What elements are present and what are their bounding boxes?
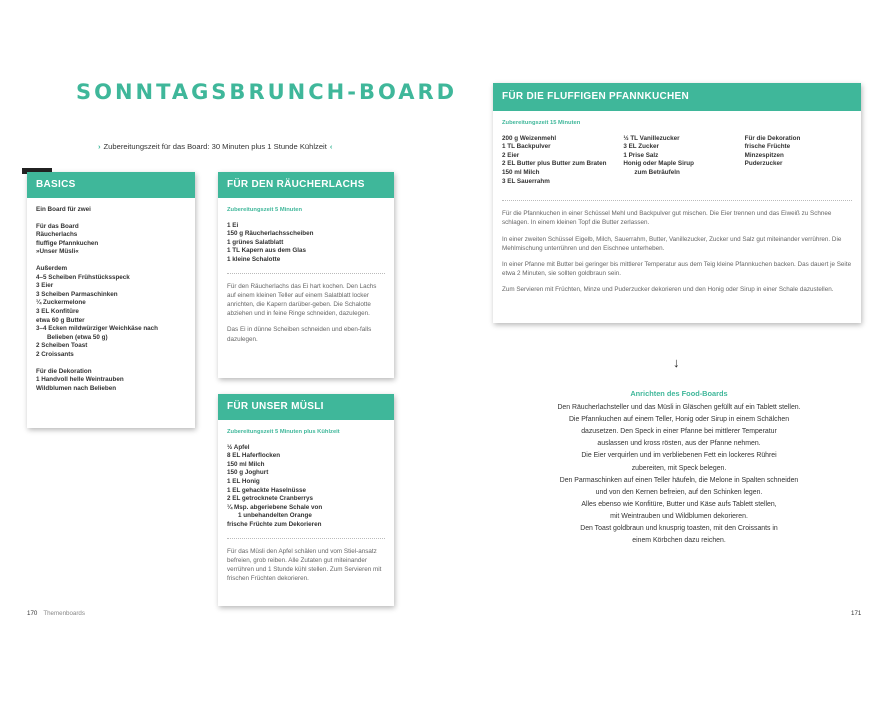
arrange-line: mit Weintrauben und Wildblumen dekorieren. [610,512,748,520]
arrange-line: auslassen und kross rösten, aus der Pfanne nehmen. [597,440,761,448]
pancakes-header: FÜR DIE FLUFFIGEN PFANNKUCHEN [493,83,861,111]
ingredient-line: ¼ Zuckermelone [36,299,86,307]
pancakes-steps [502,209,852,294]
ingredient-line: ½ Apfel [227,443,250,451]
ingredient-line: 1 EL gehackte Haselnüsse [227,486,306,494]
ingredient-line: 3 EL Sauerrahm [502,177,550,185]
ingredient-line: Außerdem [36,264,68,272]
step-paragraph: Für die Pfannkuchen in einer Schüssel Mehl und Backpulver gut mischen. Die Eier trennen und das Eiweiß zu Schnee schlagen. In einem kleinen Topf die Butter zerlassen. [502,210,832,227]
step-paragraph: Das Ei in dünne Scheiben schneiden und eben-falls dazulegen. [227,326,372,343]
ingredient-line: »Unser Müsli« [36,248,79,256]
ingredient-line: 1 kleine Schalotte [227,255,281,263]
divider [227,538,385,539]
pancakes-card [493,83,861,323]
arrange-line: dazusetzen. Den Speck in einer Pfanne bei mittlerer Temperatur [581,428,777,436]
step-paragraph: Für das Müsli den Apfel schälen und vom Stiel-ansatz befreien, grob reiben. Alle Zutaten gut miteinander verrühren und 1 Stunde kühl stellen. Zum Servieren mit frischen Früchten dekorieren. [227,547,382,583]
muesli-steps [227,547,385,584]
ingredient-line: 3 EL Zucker [623,143,659,151]
ingredient-line: 1 Ei [227,221,239,229]
ingredient-line: 1 Handvoll helle Weintrauben [36,376,124,384]
ingredient-line: Für die Dekoration [36,367,92,375]
arrange-section [531,388,827,547]
page-number: 171 [851,610,862,617]
ingredient-line: Belieben (etwa 50 g) [47,333,108,341]
ingredient-line: 2 EL Butter plus Butter zum Braten [502,160,607,168]
step-paragraph: In einer zweiten Schüssel Eigelb, Milch, Sauerrahm, Butter, Vanillezucker, Zucker und Salz gut miteinander verrühren. Die Mehlmischung unterrühren und den Eischnee unterheben. [502,235,842,252]
ingredient-line: Ein Board für zwei [36,206,91,213]
arrange-line: Die Pfannkuchen auf einem Teller, Honig oder Sirup in einem Schälchen [568,416,790,424]
ingredient-line: 1 Prise Salz [623,151,659,159]
board-prep-text: Zubereitungszeit für das Board: 30 Minuten plus 1 Stunde Kühlzeit [103,142,327,151]
ingredient-line: Wildblumen nach Belieben [36,384,117,392]
chevron-right-icon: › [98,142,101,151]
ingredient-line: 1 TL Kapern aus dem Glas [227,247,306,255]
folio-right [851,610,861,617]
ingredient-line: 2 EL getrocknete Cranberrys [227,495,313,503]
ingredient-line: 4–5 Scheiben Frühstücksspeck [36,273,130,281]
page-title: SONNTAGSBRUNCH-BOARD [76,80,458,104]
pancakes-prep: Zubereitungszeit 15 Minuten [502,120,581,126]
step-paragraph: Zum Servieren mit Früchten, Minze und Puderzucker dekorieren und den Honig oder Sirup in einer Schale dazustellen. [502,286,834,294]
step-paragraph: Für den Räucherlachs das Ei hart kochen. Den Lachs auf einem kleinen Teller auf einem Salatblatt locker anrichten, die Kapern darüber-geben. Die Schalotte abziehen und in feine Ringe schneiden, dazulegen. [227,282,377,318]
lachs-header: FÜR DEN RÄUCHERLACHS [218,172,394,198]
ingredient-line: 3 Eier [36,282,54,290]
basics-header: BASICS [27,172,195,198]
ingredient-line: 3 Scheiben Parmaschinken [36,290,118,298]
arrange-line: zubereiten, mit Speck belegen. [631,464,727,472]
muesli-card [218,394,394,606]
ingredient-line: 1 EL Honig [227,477,260,485]
lachs-card [218,172,394,378]
ingredient-line: 3–4 Ecken mildwürziger Weichkäse nach [36,325,159,333]
arrange-line: und von den Kernen befreien, auf den Schinken legen. [595,488,763,496]
arrange-line: einem Körbchen dazu reichen. [632,537,726,545]
ingredient-line: 150 ml Milch [227,460,265,468]
ingredient-line: 150 g Joghurt [227,469,269,477]
pancakes-ingredients [502,135,852,187]
ingredient-line: 1 grünes Salatblatt [227,238,284,246]
basics-ingredients [27,198,195,401]
ingredient-line: 1 TL Backpulver [502,143,551,151]
ingredient-line: etwa 60 g Butter [36,316,85,324]
ingredient-line: Für das Board [36,222,79,230]
ingredient-line: Puderzucker [744,160,783,168]
step-paragraph: In einer Pfanne mit Butter bei geringer bis mittlerer Temperatur aus dem Teig kleine Pfannkuchen backen. Das dauert je Seite etwa 2 Minuten, sie sollten goldbraun sein. [502,260,852,278]
muesli-header: FÜR UNSER MÜSLI [218,394,394,420]
muesli-ingredients [227,444,385,530]
chevron-left-icon: ‹ [329,142,333,151]
ingredient-line: ¼ Msp. abgeriebene Schale von [227,503,323,511]
ingredient-line: Minzespitzen [744,151,784,159]
ingredient-line: Für die Dekoration [744,134,801,142]
folio-left [27,610,85,617]
ingredient-line: 2 Croissants [36,350,74,358]
ingredient-line: fluffige Pfannkuchen [36,239,99,247]
lachs-ingredients [227,222,385,265]
ingredient-line: 1 unbehandelten Orange [238,512,312,520]
ingredient-line: zum Beträufeln [634,168,680,176]
ingredient-line: frische Früchte [744,143,791,151]
ingredient-line: Räucherlachs [36,231,78,239]
basics-card [27,172,195,428]
divider [502,200,852,201]
divider [227,273,385,274]
ingredient-line: ½ TL Vanillezucker [623,134,680,142]
lachs-steps [227,282,385,344]
arrange-line: Den Toast goldbraun und knusprig toasten, mit den Croissants in [580,525,778,533]
arrange-line: Die Eier verquirlen und im verbliebenen Fett ein lockeres Rührei [581,452,777,460]
ingredient-line: 200 g Weizenmehl [502,134,557,142]
ingredient-line: 150 ml Milch [502,168,540,176]
section-name: Themenboards [43,610,85,617]
arrange-heading: Anrichten des Food-Boards [630,389,728,398]
ingredient-column [745,135,852,187]
muesli-prep: Zubereitungszeit 5 Minuten plus Kühlzeit [227,429,340,435]
ingredient-line: 150 g Räucherlachsscheiben [227,230,314,238]
arrange-text [531,402,827,547]
ingredient-line: 3 EL Konfitüre [36,307,79,315]
ingredient-line: Honig oder Maple Sirup [623,160,694,168]
ingredient-column [502,135,609,187]
ingredient-line: 2 Eier [502,151,520,159]
ingredient-column [623,135,730,187]
ingredient-line: 8 EL Haferflocken [227,452,281,460]
board-prep-time [95,142,335,151]
ingredient-line: frische Früchte zum Dekorieren [227,520,322,528]
arrange-line: Den Räucherlachsteller und das Müsli in Gläschen gefüllt auf ein Tablett stellen. [557,404,801,412]
arrange-line: Alles ebenso wie Konfitüre, Butter und Käse aufs Tablett stellen, [581,500,777,508]
ingredient-line: 2 Scheiben Toast [36,342,88,350]
arrow-down-icon: ↓ [673,355,680,370]
lachs-prep: Zubereitungszeit 5 Minuten [227,207,303,213]
arrange-line: Den Parmaschinken auf einen Teller häufeln, die Melone in Spalten schneiden [559,476,799,484]
page-number: 170 [27,610,38,617]
